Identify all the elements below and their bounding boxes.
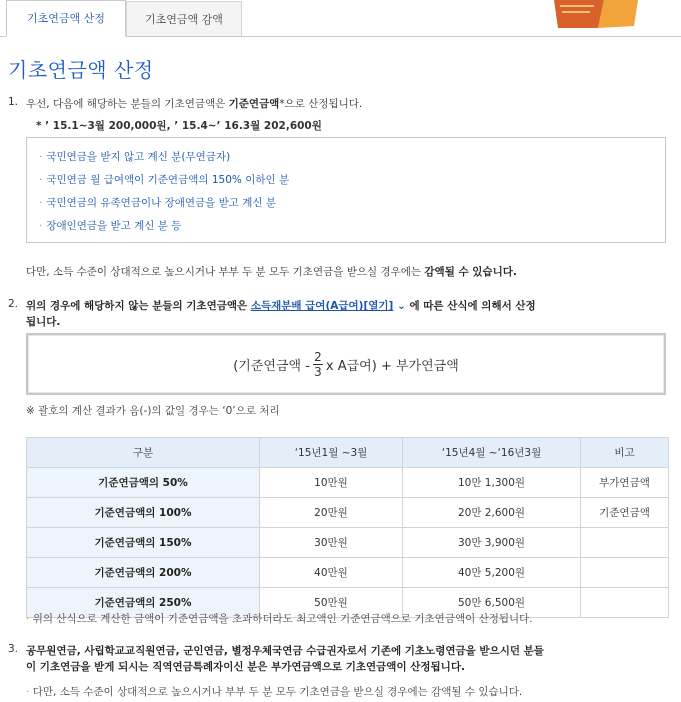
formula-note: ※ 괄호의 계산 결과가 음(-)의 값일 경우는 ‘0’으로 처리: [26, 405, 280, 417]
page-title: 기초연금액 산정: [8, 58, 154, 82]
list-item: · 국민연금을 받지 않고 계신 분(무연금자): [39, 151, 231, 163]
section3-note: · 다만, 소득 수준이 상대적으로 높으시거나 부부 두 분 모두 기초연금을 받으실 경우에는 감액될 수 있습니다.: [26, 686, 523, 698]
table-cell: 기준연금액의 250%: [27, 588, 260, 618]
table-row: [27, 468, 669, 498]
table-cell: 부가연금액: [581, 468, 669, 498]
table-cell: 40만원: [260, 558, 403, 588]
list-item: · 국민연금의 유족연금이나 장애연금을 받고 계신 분: [39, 197, 277, 209]
table-cell: 50만원: [260, 588, 403, 618]
table-cell: 기준연금액의 100%: [27, 498, 260, 528]
table-cell: [581, 528, 669, 558]
formula-right: x A급여) + 부가연금액: [325, 358, 459, 374]
table-cell: 기준연금액: [581, 498, 669, 528]
table-cell: 30만 3,900원: [403, 528, 581, 558]
table-cell: 30만원: [260, 528, 403, 558]
table-header-cell: ‘15년4월 ~‘16년3월: [403, 438, 581, 468]
list-item: · 국민연금 월 급여액이 기준연금액의 150% 이하인 분: [39, 174, 290, 186]
table-note: · 위의 산식으로 계산한 금액이 기준연금액을 초과하더라도 최고액인 기준연금액으로 기초연금액이 산정됩니다.: [26, 613, 533, 625]
table-cell: [581, 588, 669, 618]
section3-number: 3.: [8, 643, 19, 655]
formula-left: (기준연금액 -: [233, 358, 310, 374]
section3-text-line2: 이 기초연금을 받게 되시는 직역연금특례자이신 분은 부가연금액으로 기초연금액이 산정됩니다.: [26, 661, 465, 673]
tab-basic-pension-calculation[interactable]: 기초연금액 산정: [6, 0, 126, 37]
table-cell: [581, 558, 669, 588]
decorative-book-illustration: [554, 0, 638, 30]
pension-amount-table: [26, 437, 669, 618]
table-cell: 기준연금액의 200%: [27, 558, 260, 588]
table-row: [27, 558, 669, 588]
table-cell: 50만 6,500원: [403, 588, 581, 618]
section1-text: 우선, 다음에 해당하는 분들의 기초연금액은 기준연금액*으로 산정됩니다.: [26, 98, 363, 110]
table-header-cell: 구분: [27, 438, 260, 468]
list-item: · 장애인연금을 받고 계신 분 등: [39, 220, 182, 232]
section1-number: 1.: [8, 96, 19, 108]
tab-basic-pension-reduction[interactable]: 기초연금액 감액: [126, 1, 242, 36]
section3-text-line1: 공무원연금, 사립학교교직원연금, 군인연금, 별정우체국연금 수급권자로서 기존에 기초노령연금을 받으시던 분들: [26, 645, 544, 657]
table-cell: 기준연금액의 50%: [27, 468, 260, 498]
formula-fraction: $\frac{2}{3}$: [314, 349, 322, 379]
table-cell: 10만원: [260, 468, 403, 498]
chevron-down-icon[interactable]: ⌄: [393, 300, 406, 312]
table-header-cell: ‘15년1월 ~3월: [260, 438, 403, 468]
table-row: [27, 528, 669, 558]
eligibility-list-box: [26, 137, 666, 243]
table-cell: 20만 2,600원: [403, 498, 581, 528]
a-benefit-open-link[interactable]: 소득재분배 급여(A급여)[열기]: [250, 300, 394, 312]
table-cell: 20만원: [260, 498, 403, 528]
table-cell: 10만 1,300원: [403, 468, 581, 498]
table-cell: 40만 5,200원: [403, 558, 581, 588]
table-header-row: [27, 438, 669, 468]
section2-text-line2: 됩니다.: [26, 316, 61, 328]
section2-text: 위의 경우에 해당하지 않는 분들의 기초연금액은 소득재분배 급여(A급여)[열기] ⌄ 에 따른 산식에 의해서 산정: [26, 300, 536, 312]
table-row: [27, 498, 669, 528]
section1-reduction-note: 다만, 소득 수준이 상대적으로 높으시거나 부부 두 분 모두 기초연금을 받으실 경우에는 감액될 수 있습니다.: [26, 266, 517, 278]
table-header-cell: 비고: [581, 438, 669, 468]
section2-number: 2.: [8, 298, 19, 310]
formula-box: [26, 333, 666, 395]
section1-footnote: * ’ 15.1~3월 200,000원, ’ 15.4~’ 16.3월 202,600원: [36, 120, 322, 132]
table-cell: 기준연금액의 150%: [27, 528, 260, 558]
